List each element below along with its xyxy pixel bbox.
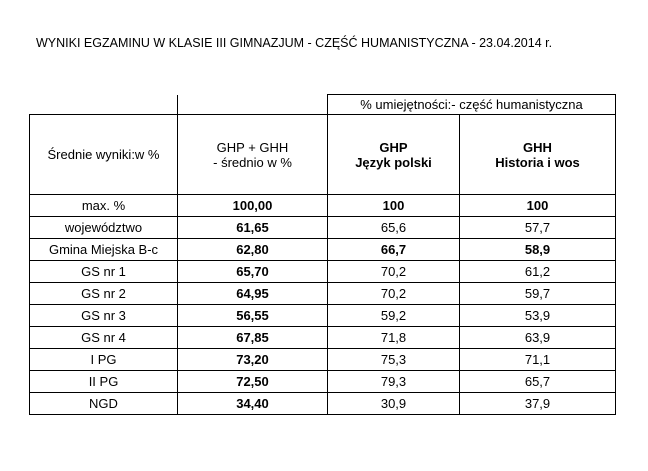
cell-average: 100,00 xyxy=(178,195,328,217)
column-header-line1: GHP xyxy=(379,139,408,155)
column-header-average xyxy=(178,115,328,195)
column-header-line1: GHH xyxy=(523,139,552,155)
table-row xyxy=(30,305,616,327)
cell-ghp: 59,2 xyxy=(328,305,460,327)
cell-ghh: 59,7 xyxy=(460,283,616,305)
table-row xyxy=(30,195,616,217)
cell-ghh: 37,9 xyxy=(460,393,616,415)
cell-ghh: 53,9 xyxy=(460,305,616,327)
column-header-line2: Historia i wos xyxy=(495,154,580,170)
cell-ghp: 70,2 xyxy=(328,283,460,305)
column-header-ghp xyxy=(328,115,460,195)
table-row xyxy=(30,349,616,371)
cell-ghp: 30,9 xyxy=(328,393,460,415)
document-title: WYNIKI EGZAMINU W KLASIE III GIMNAZJUM - CZĘŚĆ HUMANISTYCZNA - 23.04.2014 r. xyxy=(36,36,553,50)
column-header-ghh xyxy=(460,115,616,195)
corner-header: Średnie wyniki:w % xyxy=(30,115,178,195)
row-label: Gmina Miejska B-c xyxy=(30,239,178,261)
cell-ghh: 100 xyxy=(460,195,616,217)
column-header-row xyxy=(30,115,616,195)
cell-ghh: 57,7 xyxy=(460,217,616,239)
cell-ghp: 100 xyxy=(328,195,460,217)
cell-average: 73,20 xyxy=(178,349,328,371)
table-row xyxy=(30,393,616,415)
row-label: GS nr 1 xyxy=(30,261,178,283)
column-header-line2: - średnio w % xyxy=(213,154,292,170)
row-label: GS nr 3 xyxy=(30,305,178,327)
empty-corner-cell xyxy=(178,95,328,115)
table-row xyxy=(30,217,616,239)
cell-average: 56,55 xyxy=(178,305,328,327)
cell-ghp: 71,8 xyxy=(328,327,460,349)
cell-ghp: 66,7 xyxy=(328,239,460,261)
table-row xyxy=(30,239,616,261)
cell-average: 65,70 xyxy=(178,261,328,283)
cell-average: 64,95 xyxy=(178,283,328,305)
cell-ghh: 61,2 xyxy=(460,261,616,283)
cell-average: 61,65 xyxy=(178,217,328,239)
row-label: I PG xyxy=(30,349,178,371)
row-label: GS nr 2 xyxy=(30,283,178,305)
row-label: II PG xyxy=(30,371,178,393)
cell-ghh: 65,7 xyxy=(460,371,616,393)
table-row xyxy=(30,283,616,305)
cell-ghh: 63,9 xyxy=(460,327,616,349)
results-table xyxy=(29,94,616,415)
group-header-row xyxy=(30,95,616,115)
table-row xyxy=(30,261,616,283)
table-row xyxy=(30,327,616,349)
empty-corner-cell xyxy=(30,95,178,115)
row-label: max. % xyxy=(30,195,178,217)
row-label: NGD xyxy=(30,393,178,415)
cell-average: 62,80 xyxy=(178,239,328,261)
group-header-skills: % umiejętności:- część humanistyczna xyxy=(328,95,616,115)
cell-average: 34,40 xyxy=(178,393,328,415)
cell-ghp: 70,2 xyxy=(328,261,460,283)
row-label: województwo xyxy=(30,217,178,239)
cell-ghp: 75,3 xyxy=(328,349,460,371)
cell-ghp: 79,3 xyxy=(328,371,460,393)
cell-average: 72,50 xyxy=(178,371,328,393)
cell-ghh: 71,1 xyxy=(460,349,616,371)
table-row xyxy=(30,371,616,393)
column-header-line2: Język polski xyxy=(355,154,432,170)
cell-ghh: 58,9 xyxy=(460,239,616,261)
row-label: GS nr 4 xyxy=(30,327,178,349)
cell-average: 67,85 xyxy=(178,327,328,349)
column-header-line1: GHP + GHH xyxy=(216,139,289,155)
cell-ghp: 65,6 xyxy=(328,217,460,239)
